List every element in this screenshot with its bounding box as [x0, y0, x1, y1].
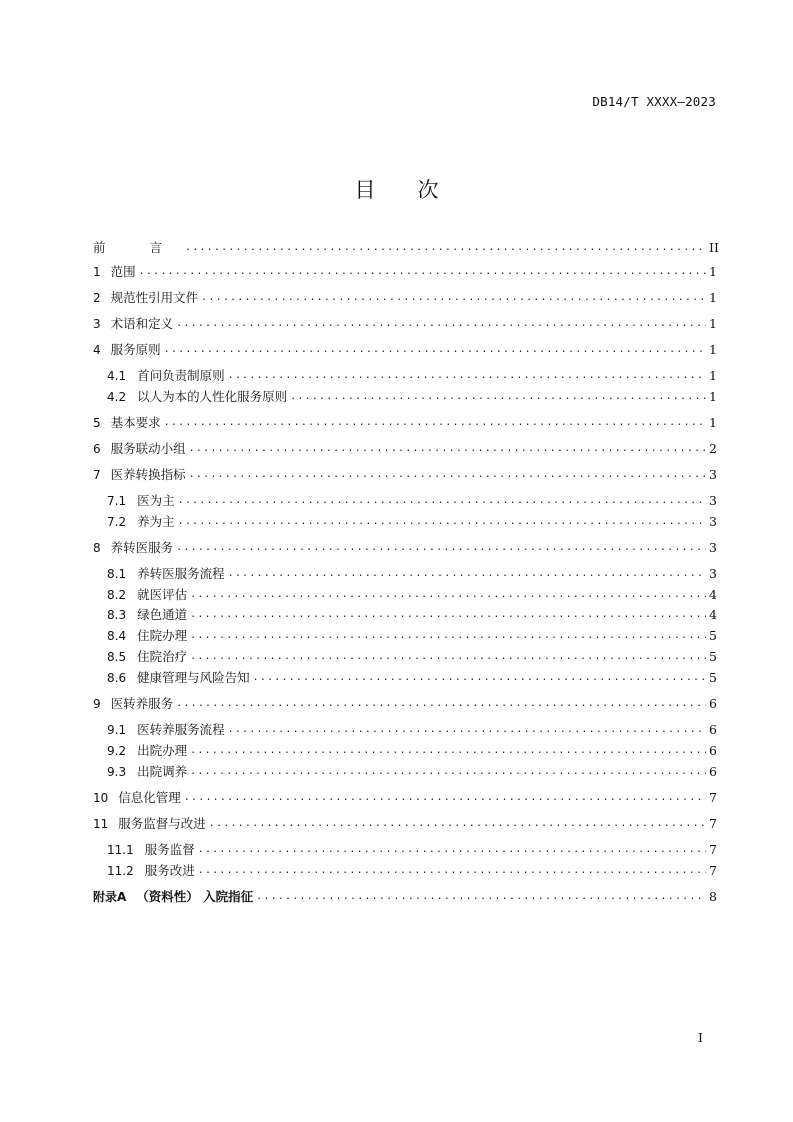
- page-title: 目次: [354, 178, 481, 202]
- toc-entry[interactable]: [107, 366, 717, 386]
- toc-entry-number: 4.2: [107, 390, 127, 404]
- toc-dot-leader: [164, 340, 706, 360]
- toc-entry-number: 7.1: [107, 494, 127, 508]
- toc-entry-number: 10: [93, 791, 109, 805]
- toc-dot-leader: [189, 465, 706, 485]
- toc-entry-title: 绿色通道: [137, 607, 188, 622]
- toc-entry-page: 1: [709, 368, 717, 383]
- toc-dot-leader: [189, 439, 706, 459]
- toc-entry-number: 11: [93, 817, 109, 831]
- toc-entry-title: 服务监督: [144, 842, 195, 857]
- toc-entry[interactable]: [107, 741, 717, 761]
- toc-entry-page: 2: [709, 441, 717, 456]
- toc-entry[interactable]: [93, 694, 717, 714]
- toc-entry[interactable]: [107, 491, 717, 511]
- toc-entry-page: 7: [709, 790, 717, 805]
- toc-entry-page: 1: [709, 342, 717, 357]
- toc-entry-page: 7: [709, 842, 717, 857]
- toc-dot-leader: [164, 413, 706, 433]
- toc-entry-page: 3: [709, 493, 717, 508]
- toc-entry-number: 5: [93, 416, 101, 430]
- toc-entry-page: 5: [709, 628, 717, 643]
- toc-entry-number: 8.5: [107, 650, 127, 664]
- toc-entry-title: 服务监督与改进: [118, 816, 206, 831]
- toc-dot-leader: [190, 647, 706, 667]
- toc-entry[interactable]: [93, 262, 717, 282]
- toc-entry[interactable]: [107, 585, 717, 605]
- toc-entry-title: 出院办理: [137, 743, 188, 758]
- toc-entry-title: 医养转换指标: [110, 467, 186, 482]
- toc-entry-number: 8.1: [107, 567, 127, 581]
- toc-dot-leader: [185, 238, 706, 258]
- toc-entry-title: 基本要求: [110, 415, 161, 430]
- toc-entry-number: 9.2: [107, 744, 127, 758]
- toc-entry[interactable]: [93, 887, 717, 907]
- toc-dot-leader: [178, 491, 706, 511]
- toc-entry-page: 6: [709, 764, 717, 779]
- toc-entry-number: 4.1: [107, 369, 127, 383]
- toc-entry-title: 服务联动小组: [110, 441, 186, 456]
- toc-entry[interactable]: [93, 288, 717, 308]
- toc-entry[interactable]: [107, 626, 717, 646]
- toc-entry-number: 8.4: [107, 629, 127, 643]
- toc-entry-title: 术语和定义: [110, 316, 174, 331]
- toc-entry[interactable]: [93, 788, 717, 808]
- toc-entry-title: 医转养服务: [110, 696, 174, 711]
- toc-entry[interactable]: [93, 538, 717, 558]
- toc-entry-page: 4: [709, 607, 717, 622]
- toc-dot-leader: [190, 605, 706, 625]
- toc-entry-number: 9.1: [107, 723, 127, 737]
- toc-entry[interactable]: [93, 465, 717, 485]
- toc-entry-number: 2: [93, 291, 101, 305]
- toc-entry-title: 医转养服务流程: [137, 722, 225, 737]
- toc-entry[interactable]: [107, 564, 717, 584]
- toc-entry-number: 8.2: [107, 588, 127, 602]
- toc-entry-title: 以人为本的人性化服务原则: [137, 389, 288, 404]
- toc-entry-title: （资料性） 入院指征: [136, 889, 254, 904]
- toc-dot-leader: [190, 585, 706, 605]
- toc-entry-page: 3: [709, 566, 717, 581]
- toc-entry-page: 5: [709, 649, 717, 664]
- toc-dot-leader: [176, 314, 706, 334]
- toc-entry-page: 4: [709, 587, 717, 602]
- toc-entry-number: 6: [93, 442, 101, 456]
- toc-dot-leader: [198, 840, 706, 860]
- toc-entry-title: 信息化管理: [118, 790, 181, 805]
- toc-dot-leader: [190, 762, 706, 782]
- toc-entry-title: 范围: [110, 264, 136, 279]
- toc-dot-leader: [256, 887, 706, 907]
- toc-entry[interactable]: [107, 512, 717, 532]
- toc-dot-leader: [228, 564, 706, 584]
- toc-entry-number: 8: [93, 541, 101, 555]
- toc-entry-page: 1: [709, 290, 717, 305]
- toc-entry[interactable]: [107, 387, 717, 407]
- toc-entry-title: 首问负责制原则: [137, 368, 225, 383]
- toc-entry-page: 3: [709, 540, 717, 555]
- toc-entry[interactable]: [93, 439, 717, 459]
- toc-entry-page: II: [709, 240, 719, 255]
- toc-entry-number: 7: [93, 468, 101, 482]
- toc-dot-leader: [190, 741, 706, 761]
- toc-entry[interactable]: [107, 861, 717, 881]
- toc-dot-leader: [178, 512, 706, 532]
- toc-entry-title: 前 言: [93, 240, 182, 255]
- toc-entry[interactable]: [93, 413, 717, 433]
- toc-entry[interactable]: [107, 605, 717, 625]
- toc-entry-number: 7.2: [107, 515, 127, 529]
- toc-dot-leader: [201, 288, 706, 308]
- toc-entry-number: 9.3: [107, 765, 127, 779]
- toc-entry-page: 6: [709, 722, 717, 737]
- toc-entry-page: 3: [709, 514, 717, 529]
- toc-entry-number: 8.3: [107, 608, 127, 622]
- toc-entry[interactable]: [107, 840, 717, 860]
- toc-entry[interactable]: [93, 238, 717, 258]
- toc-dot-leader: [290, 387, 706, 407]
- toc-entry[interactable]: [93, 340, 717, 360]
- toc-entry-page: 7: [709, 816, 717, 831]
- toc-dot-leader: [176, 694, 706, 714]
- toc-entry-page: 6: [709, 696, 717, 711]
- toc-dot-leader: [228, 366, 706, 386]
- toc-entry-number: 3: [93, 317, 101, 331]
- toc-entry-title: 养为主: [137, 514, 175, 529]
- toc-entry-number: 4: [93, 343, 101, 357]
- toc-entry-number: 11.1: [107, 843, 134, 857]
- toc-entry-number: 11.2: [107, 864, 134, 878]
- toc-entry[interactable]: [93, 314, 717, 334]
- toc-dot-leader: [139, 262, 706, 282]
- toc-entry-title: 规范性引用文件: [110, 290, 199, 305]
- toc-entry-title: 养转医服务流程: [137, 566, 225, 581]
- toc-entry-page: 1: [709, 264, 717, 279]
- toc-entry-page: 6: [709, 743, 717, 758]
- toc-entry[interactable]: [107, 647, 717, 667]
- toc-entry-page: 5: [709, 670, 717, 685]
- toc-entry-title: 住院办理: [137, 628, 188, 643]
- toc-entry[interactable]: [107, 762, 717, 782]
- toc-dot-leader: [184, 788, 706, 808]
- toc-dot-leader: [190, 626, 706, 646]
- toc-entry-title: 服务原则: [110, 342, 161, 357]
- toc-entry-title: 服务改进: [144, 863, 195, 878]
- toc-entry-title: 养转医服务: [110, 540, 174, 555]
- toc-entry-page: 7: [709, 863, 717, 878]
- toc-entry-page: 3: [709, 467, 717, 482]
- toc-entry-title: 医为主: [137, 493, 175, 508]
- page-number: I: [698, 1030, 703, 1045]
- toc-entry-number: 1: [93, 265, 101, 279]
- toc-entry-title: 健康管理与风险告知: [137, 670, 250, 685]
- toc-dot-leader: [198, 861, 706, 881]
- toc-entry[interactable]: [107, 720, 717, 740]
- toc-entry[interactable]: [93, 814, 717, 834]
- toc-entry[interactable]: [107, 668, 717, 688]
- toc-dot-leader: [176, 538, 706, 558]
- toc-entry-number: 8.6: [107, 671, 127, 685]
- toc-dot-leader: [253, 668, 706, 688]
- document-code: DB14/T XXXX—2023: [592, 94, 716, 109]
- toc-entry-page: 1: [709, 316, 717, 331]
- toc-entry-page: 8: [709, 889, 717, 904]
- toc-entry-title: 就医评估: [137, 587, 188, 602]
- toc-entry-page: 1: [709, 389, 717, 404]
- toc-dot-leader: [209, 814, 706, 834]
- toc-entry-title: 住院治疗: [137, 649, 188, 664]
- toc-dot-leader: [228, 720, 706, 740]
- toc-entry-number: 附录A: [93, 890, 127, 904]
- toc-entry-page: 1: [709, 415, 717, 430]
- toc-entry-title: 出院调养: [137, 764, 188, 779]
- toc-entry-number: 9: [93, 697, 101, 711]
